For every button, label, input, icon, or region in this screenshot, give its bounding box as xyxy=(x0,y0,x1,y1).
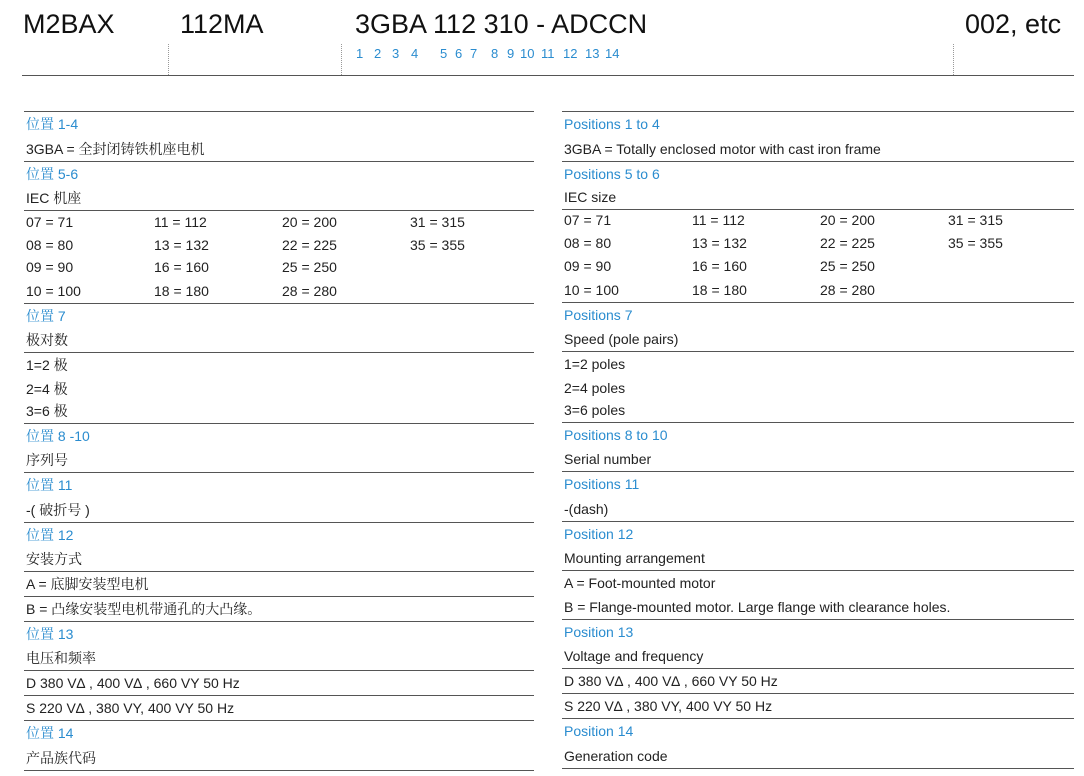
position-number: 7 xyxy=(470,46,478,61)
section-text: 极对数 xyxy=(24,328,534,353)
section-text: Serial number xyxy=(562,447,1074,472)
size-row: 07 = 71 11 = 112 20 = 200 31 = 315 xyxy=(26,214,465,230)
section-text: Mounting arrangement xyxy=(562,546,1074,571)
section-title: Position 13 xyxy=(564,624,634,640)
size-row: 10 = 100 18 = 180 28 = 280 xyxy=(562,278,1074,303)
position-number: 5 xyxy=(440,46,448,61)
option-row: S 220 V∆ , 380 VY, 400 VY 50 Hz xyxy=(562,694,1074,719)
section-title: Positions 5 to 6 xyxy=(564,166,660,182)
size-row: 08 = 80 13 = 132 22 = 225 35 = 355 xyxy=(26,237,465,253)
pole-row: 2=4 poles xyxy=(564,380,626,396)
position-number: 2 xyxy=(374,46,382,61)
position-number: 13 xyxy=(585,46,600,61)
section-text: -(dash) xyxy=(562,496,1074,522)
section-title: Position 12 xyxy=(564,526,634,542)
header-rule xyxy=(22,75,1074,76)
position-number: 3 xyxy=(392,46,400,61)
section-text: 电压和频率 xyxy=(24,646,534,671)
section-text: 序列号 xyxy=(24,448,534,473)
pole-row: 3=6 poles xyxy=(562,400,1074,423)
section-text: Speed (pole pairs) xyxy=(562,327,1074,352)
pole-row: 1=2 poles xyxy=(564,356,626,372)
english-column xyxy=(562,111,1074,769)
section-title: 位置 7 xyxy=(26,308,66,324)
position-number: 1 xyxy=(356,46,364,61)
section-title: 位置 1-4 xyxy=(26,116,79,132)
section-title: Position 14 xyxy=(564,723,634,739)
option-row: D 380 V∆ , 400 V∆ , 660 VY 50 Hz xyxy=(24,671,534,696)
section-title: 位置 5-6 xyxy=(26,166,79,182)
model-code: M2BAX xyxy=(23,9,115,39)
section-title: 位置 14 xyxy=(26,725,74,741)
option-row: B = Flange-mounted motor. Large flange with clearance holes. xyxy=(562,595,1074,620)
section-text: -( 破折号 ) xyxy=(24,497,534,523)
section-text: 3GBA = Totally enclosed motor with cast iron frame xyxy=(562,136,1074,162)
section-text: 3GBA = 全封闭铸铁机座电机 xyxy=(24,136,534,162)
option-row: B = 凸缘安装型电机带通孔的大凸缘。 xyxy=(24,597,534,622)
section-title: Positions 11 xyxy=(564,476,640,492)
size-row: 08 = 80 13 = 132 22 = 225 35 = 355 xyxy=(564,235,1003,251)
product-code: 3GBA 112 310 - ADCCN xyxy=(355,9,648,39)
section-title: 位置 8 -10 xyxy=(26,428,90,444)
position-number: 6 xyxy=(455,46,463,61)
position-number: 9 xyxy=(507,46,515,61)
section-text: Voltage and frequency xyxy=(562,644,1074,669)
pole-row: 1=2 极 xyxy=(26,357,68,373)
section-text: Generation code xyxy=(562,743,1074,769)
position-number: 4 xyxy=(411,46,419,61)
option-row: D 380 V∆ , 400 V∆ , 660 VY 50 Hz xyxy=(562,669,1074,694)
code-header xyxy=(0,0,1084,80)
size-row: 09 = 90 16 = 160 25 = 250 xyxy=(26,259,337,275)
position-number: 10 xyxy=(520,46,535,61)
position-number: 8 xyxy=(491,46,499,61)
pole-row: 2=4 极 xyxy=(26,381,68,397)
section-title: Positions 8 to 10 xyxy=(564,427,668,443)
header-divider xyxy=(341,44,342,75)
header-divider xyxy=(953,44,954,75)
position-number: 12 xyxy=(563,46,578,61)
section-text: 安装方式 xyxy=(24,547,534,572)
section-title: Positions 1 to 4 xyxy=(564,116,660,132)
chinese-column xyxy=(24,111,534,771)
pole-row: 3=6 极 xyxy=(24,401,534,424)
option-row: A = 底脚安装型电机 xyxy=(24,572,534,597)
position-number: 14 xyxy=(605,46,620,61)
section-title: Positions 7 xyxy=(564,307,633,323)
size-row: 09 = 90 16 = 160 25 = 250 xyxy=(564,258,875,274)
section-title: 位置 13 xyxy=(26,626,74,642)
section-title: 位置 11 xyxy=(26,477,73,493)
variant-code: 002, etc xyxy=(965,9,1062,39)
option-row: A = Foot-mounted motor xyxy=(564,575,716,591)
section-text: IEC size xyxy=(562,186,1074,210)
header-divider xyxy=(168,44,169,75)
section-title: 位置 12 xyxy=(26,527,74,543)
size-row: 10 = 100 18 = 180 28 = 280 xyxy=(24,279,534,304)
size-row: 07 = 71 11 = 112 20 = 200 31 = 315 xyxy=(564,212,1003,228)
section-text: 产品族代码 xyxy=(24,745,534,771)
section-text: IEC 机座 xyxy=(24,186,534,211)
frame-size: 112MA xyxy=(180,9,264,39)
option-row: S 220 V∆ , 380 VY, 400 VY 50 Hz xyxy=(24,696,534,721)
position-number: 11 xyxy=(541,46,555,61)
